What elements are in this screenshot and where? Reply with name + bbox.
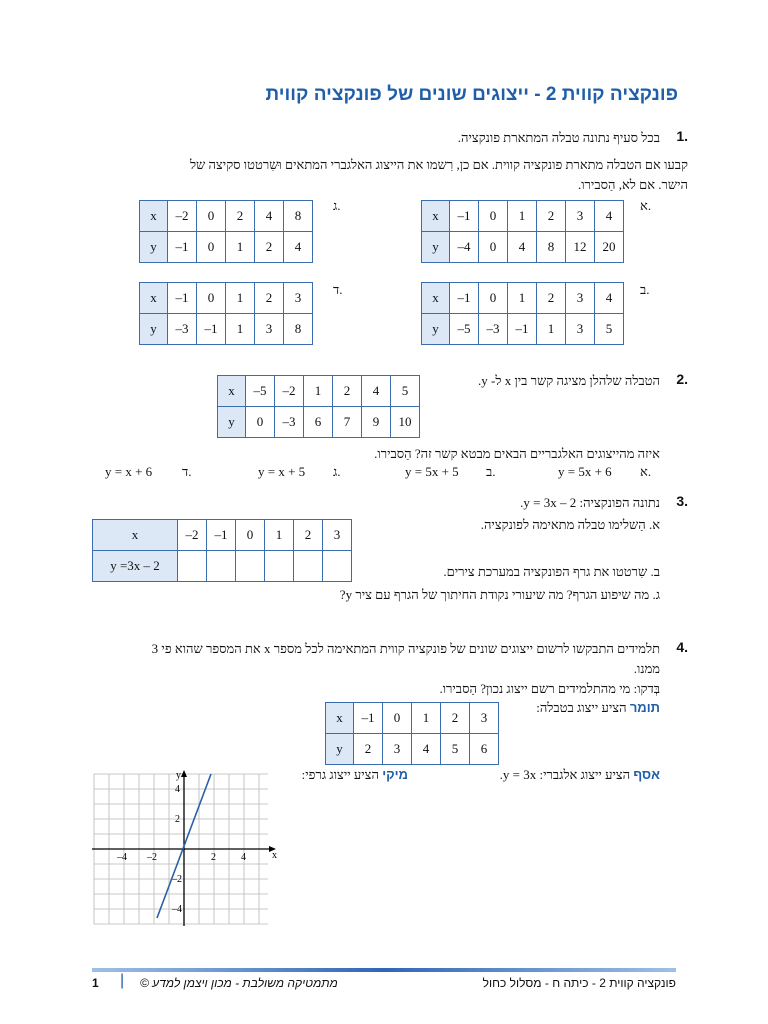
table-cell: 2 (255, 232, 284, 263)
empty-cell[interactable] (236, 551, 265, 582)
table-cell: 1 (226, 283, 255, 314)
table-c (139, 200, 313, 263)
x-tick-label: –2 (147, 852, 157, 863)
tomer-name: תומר (629, 700, 660, 715)
table-cell: –1 (450, 283, 479, 314)
table-cell: 2 (537, 283, 566, 314)
table-cell: –1 (450, 201, 479, 232)
question-3-intro: נתונה הפונקציה: y = 3x – 2. (520, 495, 660, 510)
miki-graph (88, 768, 284, 928)
row-label-x: x (140, 201, 168, 232)
table-cell: –1 (354, 703, 383, 734)
question-1-intro: בכל סעיף נתונה טבלה המתארת פונקציה. (457, 130, 660, 145)
table-cell: 0 (479, 201, 508, 232)
question-3-number: 3. (676, 493, 688, 509)
table-cell: –2 (275, 376, 304, 407)
table-cell: 5 (391, 376, 420, 407)
table-cell: 0 (197, 283, 226, 314)
empty-cell[interactable] (207, 551, 236, 582)
table-cell: 20 (595, 232, 624, 263)
tomer-text: הציע ייצוג בטבלה: (536, 700, 630, 715)
table-cell: 9 (362, 407, 391, 438)
table-cell: 4 (362, 376, 391, 407)
question-2-question: איזה מהייצוגים האלגבריים הבאים מבטא קשר זה? הַסבירו. (374, 446, 660, 461)
table-cell: 0 (197, 201, 226, 232)
table-cell: 2 (226, 201, 255, 232)
question-2-number: 2. (676, 371, 688, 387)
page-title: פונקציה קווית 2 - ייצוגים שונים של פונקציה קווית (265, 84, 678, 105)
option-c-label: ג. (333, 464, 341, 479)
miki-name: מיקי (382, 767, 408, 782)
table-b (421, 282, 624, 345)
option-b-label: ב. (486, 464, 496, 479)
question-3-part-b: ב. שִרטטו את גרף הפונקציה במערכת צירים. (443, 564, 660, 579)
table-cell: –5 (450, 314, 479, 345)
table-cell: 3 (566, 283, 595, 314)
question-3-table (92, 519, 352, 582)
row-label-x: x (326, 703, 354, 734)
question-1-number: 1. (676, 128, 688, 144)
row-label-x: x (93, 520, 178, 551)
question-4-table (325, 702, 499, 765)
row-label-y: y (422, 232, 450, 263)
y-axis-label: y (176, 770, 181, 781)
row-label-y: y (422, 314, 450, 345)
table-cell: 8 (284, 201, 313, 232)
table-cell: 3 (566, 314, 595, 345)
table-cell: 2 (441, 703, 470, 734)
page-number: 1 (92, 976, 99, 990)
table-cell: 0 (479, 283, 508, 314)
table-cell: 2 (537, 201, 566, 232)
row-label-x: x (422, 201, 450, 232)
table-cell: 0 (246, 407, 275, 438)
table-cell: –2 (168, 201, 197, 232)
row-label-x: x (218, 376, 246, 407)
table-cell: 1 (508, 283, 537, 314)
option-b-expr: y = 5x + 5 (405, 464, 459, 479)
empty-cell[interactable] (178, 551, 207, 582)
table-cell: 1 (226, 232, 255, 263)
miki-text: הציע ייצוג גרפי: (301, 767, 383, 782)
table-cell: –3 (168, 314, 197, 345)
table-b-label: ב. (640, 282, 650, 297)
table-cell: –1 (168, 232, 197, 263)
table-a-label: א. (640, 198, 652, 213)
question-4-line2: ממנו. (633, 661, 660, 676)
table-cell: 4 (595, 201, 624, 232)
table-cell: 4 (412, 734, 441, 765)
table-c-label: ג. (333, 198, 341, 213)
row-label-y: y (140, 232, 168, 263)
table-cell: 1 (508, 201, 537, 232)
row-label-x: x (422, 283, 450, 314)
footer-separator: | (120, 972, 125, 989)
table-cell: 0 (236, 520, 265, 551)
table-cell: 2 (354, 734, 383, 765)
miki-statement (302, 767, 408, 783)
table-d-label: ד. (333, 282, 343, 297)
table-cell: 1 (226, 314, 255, 345)
y-tick-label: 2 (175, 814, 180, 825)
table-cell: 3 (255, 314, 284, 345)
table-cell: 7 (333, 407, 362, 438)
option-d-label: ד. (182, 464, 192, 479)
question-4-line3: בְּדקו: מי מהתלמידים רשם ייצוג נכון? הַסבירו. (439, 681, 660, 696)
question-2-table (217, 375, 420, 438)
row-label-x: x (140, 283, 168, 314)
option-a-expr: y = 5x + 6 (558, 464, 612, 479)
table-cell: 3 (284, 283, 313, 314)
asaf-text: הציע ייצוג אלגברי: y = 3x. (499, 767, 634, 782)
table-cell: 1 (412, 703, 441, 734)
asaf-statement (500, 767, 660, 783)
table-cell: 2 (294, 520, 323, 551)
table-cell: 6 (304, 407, 333, 438)
footer-left-text: מתמטיקה משולבת - מכון ויצמן למדע © (140, 976, 338, 990)
empty-cell[interactable] (294, 551, 323, 582)
footer-divider (92, 968, 676, 972)
table-cell: 1 (537, 314, 566, 345)
table-cell: 3 (470, 703, 499, 734)
question-1-task-line1: קבעו אם הטבלה מתארת פונקציה קווית. אם כן, רִשמו את הייצוג האלגברי המתאים וּשִרטטו סקיצה של (189, 157, 688, 172)
table-cell: 12 (566, 232, 595, 263)
asaf-name: אסף (633, 767, 660, 782)
question-4-line1: תלמידים התבקשו לרשום ייצוגים שונים של פונקציה קווית המתאימה לכל מספר x את המספר שהוא פי 3 (151, 641, 660, 656)
table-cell: 2 (333, 376, 362, 407)
row-label-y: y =3x – 2 (93, 551, 178, 582)
table-cell: –2 (178, 520, 207, 551)
table-cell: –5 (246, 376, 275, 407)
row-label-y: y (140, 314, 168, 345)
table-cell: 4 (508, 232, 537, 263)
empty-cell[interactable] (265, 551, 294, 582)
table-cell: 5 (441, 734, 470, 765)
x-tick-label: –4 (117, 852, 127, 863)
table-cell: 8 (537, 232, 566, 263)
question-4-number: 4. (676, 639, 688, 655)
table-cell: 4 (595, 283, 624, 314)
option-a-label: א. (640, 464, 652, 479)
row-label-y: y (326, 734, 354, 765)
table-cell: –1 (207, 520, 236, 551)
table-d (139, 282, 313, 345)
footer-right-text: פונקציה קווית 2 - כיתה ח - מסלול כחול (482, 976, 676, 990)
table-cell: –1 (508, 314, 537, 345)
question-3-part-c: ג. מה שיפוע הגרף? מה שיעורי נקודת החיתוך של הגרף עם ציר y? (339, 587, 660, 602)
table-cell: 1 (265, 520, 294, 551)
row-label-y: y (218, 407, 246, 438)
x-tick-label: 2 (211, 852, 216, 863)
table-cell: 6 (470, 734, 499, 765)
y-tick-label: –2 (172, 874, 182, 885)
table-cell: 1 (304, 376, 333, 407)
question-1-task-line2: הישר. אם לא, הַסבירו. (577, 177, 688, 192)
table-cell: 3 (323, 520, 352, 551)
table-cell: 4 (284, 232, 313, 263)
table-cell: 0 (479, 232, 508, 263)
table-cell: –1 (197, 314, 226, 345)
table-cell: 2 (255, 283, 284, 314)
table-cell: –4 (450, 232, 479, 263)
table-cell: 0 (197, 232, 226, 263)
table-cell: 5 (595, 314, 624, 345)
y-axis-arrow-icon (181, 770, 187, 777)
table-cell: 8 (284, 314, 313, 345)
table-cell: –3 (275, 407, 304, 438)
empty-cell[interactable] (323, 551, 352, 582)
table-cell: 4 (255, 201, 284, 232)
table-cell: –3 (479, 314, 508, 345)
table-cell: 3 (383, 734, 412, 765)
option-d-expr: y = x + 6 (105, 464, 153, 479)
table-cell: –1 (168, 283, 197, 314)
table-cell: 3 (566, 201, 595, 232)
option-c-expr: y = x + 5 (258, 464, 306, 479)
table-cell: 10 (391, 407, 420, 438)
y-tick-label: –4 (172, 904, 182, 915)
x-axis-label: x (272, 850, 277, 861)
question-2-intro: הטבלה שלהלן מציגה קשר בין x ל- y. (478, 373, 660, 388)
x-tick-label: 4 (241, 852, 246, 863)
question-3-part-a: א. הַשלימו טבלה מתאימה לפונקציה. (480, 517, 660, 532)
y-tick-label: 4 (175, 784, 180, 795)
table-a (421, 200, 624, 263)
tomer-statement (536, 700, 660, 716)
table-cell: 0 (383, 703, 412, 734)
